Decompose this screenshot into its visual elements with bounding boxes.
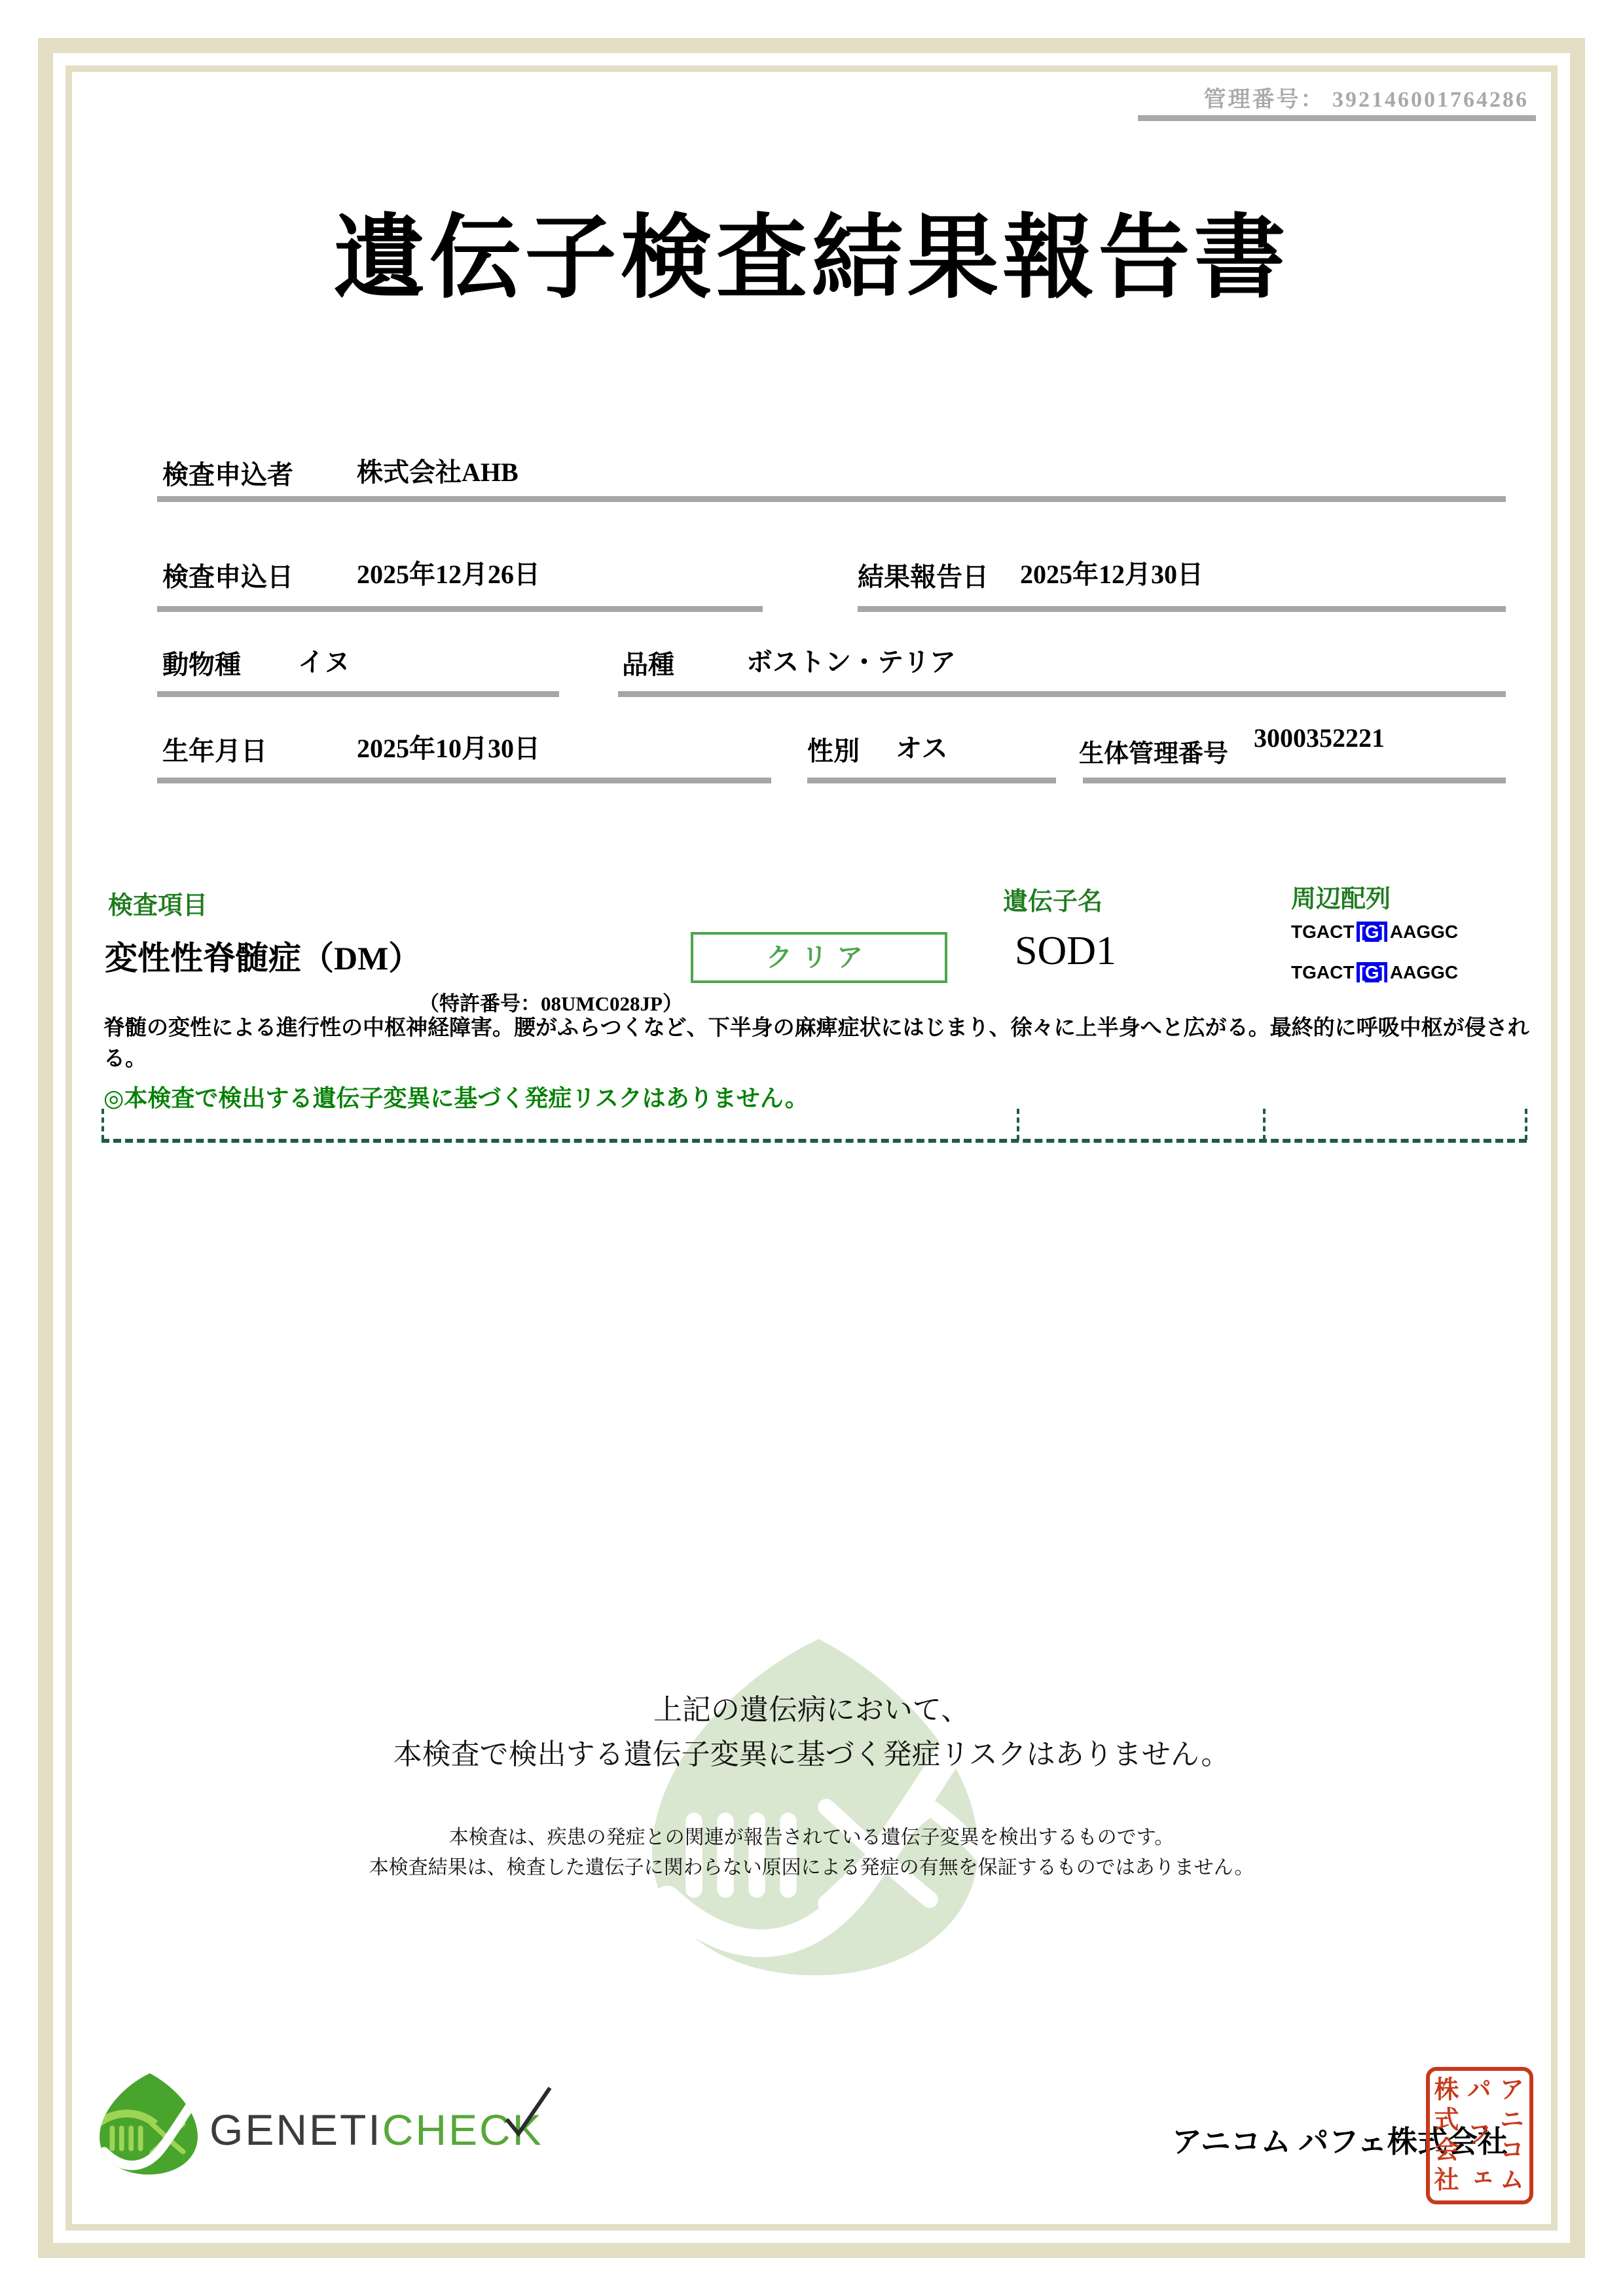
apply-date-value: 2025年12月26日 (357, 560, 540, 589)
geneticheck-logo-text (210, 2105, 543, 2155)
applicant-label: 検査申込者 (162, 460, 293, 490)
gene-name-header: 遺伝子名 (1003, 888, 1103, 916)
company-name: アニコム パフェ株式会社 (1172, 2125, 1508, 2159)
table-dashed-bottom (101, 1139, 1527, 1143)
animal-id-value: 3000352221 (1254, 723, 1385, 753)
summary-note-2: 本検査結果は、検査した遺伝子に関わらない原因による発症の有無を保証するものではありません。 (369, 1857, 1254, 1878)
birth-label: 生年月日 (162, 736, 267, 766)
sequence-line-1 (1291, 922, 1458, 942)
seal-column-middle: パフェ (1463, 2076, 1490, 2210)
species-underline (157, 691, 559, 697)
gene-name: SOD1 (1015, 929, 1117, 973)
sex-label: 性別 (807, 736, 860, 766)
sequence-prefix: TGACT (1291, 962, 1355, 982)
birth-underline (157, 778, 771, 783)
management-number-label: 管理番号： (1203, 88, 1325, 112)
sequence-suffix: AAGGC (1389, 922, 1459, 942)
table-dashed-left (101, 1109, 104, 1140)
disease-name: 変性性脊髄症（DM） (105, 940, 422, 977)
result-badge: クリア (691, 932, 947, 983)
sequence-suffix: AAGGC (1389, 962, 1459, 982)
seal-column-left: 株式会社 (1430, 2076, 1457, 2197)
table-dashed-divider-2 (1263, 1109, 1266, 1140)
sex-value: オス (896, 734, 948, 763)
birth-value: 2025年10月30日 (357, 734, 540, 763)
animal-id-underline (1083, 778, 1506, 783)
management-number (1204, 81, 1529, 113)
species-label: 動物種 (162, 650, 241, 679)
sequence-variant: [G] (1357, 922, 1387, 942)
sex-underline (807, 778, 1056, 783)
applicant-underline (157, 496, 1506, 502)
sequence-line-2 (1291, 962, 1458, 983)
summary-line-2: 本検査で検出する遺伝子変異に基づく発症リスクはありません。 (393, 1738, 1230, 1770)
seal-column-right: アニコム (1495, 2076, 1523, 2197)
page-title: 遺伝子検査結果報告書 (333, 208, 1290, 310)
report-date-label: 結果報告日 (858, 562, 989, 592)
company-seal (1426, 2067, 1533, 2210)
test-item-header: 検査項目 (108, 892, 208, 920)
breed-underline (618, 691, 1506, 697)
breed-label: 品種 (622, 650, 674, 679)
sequence-variant: [G] (1357, 962, 1387, 982)
animal-id-label: 生体管理番号 (1079, 740, 1229, 768)
logo-check-icon (499, 2083, 554, 2145)
report-date-underline (858, 606, 1506, 612)
sequence-header: 周辺配列 (1291, 886, 1391, 913)
breed-value: ボストン・テリア (746, 647, 956, 677)
apply-date-underline (157, 606, 763, 612)
patent-number: （特許番号：08UMC028JP） (419, 992, 683, 1015)
species-value: イヌ (298, 647, 350, 677)
sequence-prefix: TGACT (1291, 922, 1355, 942)
summary-line-1: 上記の遺伝病において、 (653, 1694, 970, 1726)
geneticheck-logo-icon (93, 2067, 204, 2185)
report-date-value: 2025年12月30日 (1020, 560, 1203, 589)
apply-date-label: 検査申込日 (162, 562, 293, 592)
logo-text-geneti: GENETI (210, 2106, 382, 2154)
table-dashed-divider-1 (1017, 1109, 1019, 1140)
table-dashed-right (1525, 1109, 1527, 1140)
risk-note: ◎本検査で検出する遺伝子変異に基づく発症リスクはありません。 (103, 1085, 809, 1111)
applicant-value: 株式会社AHB (357, 457, 519, 487)
logo-text-check: CHECK (382, 2106, 543, 2154)
management-number-value: 392146001764286 (1332, 88, 1529, 112)
watermark-logo (629, 1630, 1002, 1990)
summary-note-1: 本検査は、疾患の発症との関連が報告されている遺伝子変異を検出するものです。 (448, 1827, 1175, 1848)
disease-description: 脊髄の変性による進行性の中枢神経障害。腰がふらつくなど、下半身の麻痺症状にはじまり、徐々に上半身へと広がる。最終的に呼吸中枢が侵される。 (103, 1016, 1529, 1071)
management-number-underline (1138, 115, 1536, 121)
